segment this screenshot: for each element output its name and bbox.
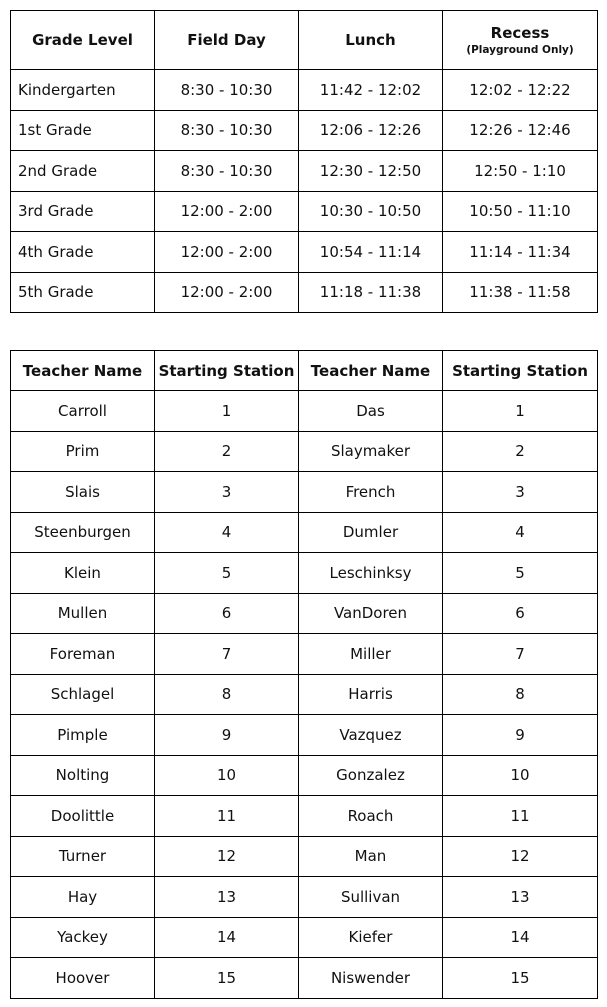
- station-number-cell: 1: [155, 391, 299, 432]
- station-row: [11, 674, 598, 715]
- station-number-cell: 10: [155, 755, 299, 796]
- station-number-cell: 7: [443, 634, 598, 675]
- teacher-name-cell: Leschinksy: [299, 553, 443, 594]
- lunch-cell: 12:06 - 12:26: [299, 110, 443, 151]
- field-day-cell: 8:30 - 10:30: [155, 110, 299, 151]
- recess-cell: 12:50 - 1:10: [443, 151, 598, 192]
- header-teacher-name-left: Teacher Name: [11, 351, 155, 391]
- station-number-cell: 6: [443, 593, 598, 634]
- station-number-cell: 2: [443, 431, 598, 472]
- station-number-cell: 4: [443, 512, 598, 553]
- recess-cell: 12:26 - 12:46: [443, 110, 598, 151]
- station-number-cell: 6: [155, 593, 299, 634]
- teacher-name-cell: Mullen: [11, 593, 155, 634]
- teacher-name-cell: Gonzalez: [299, 755, 443, 796]
- teacher-name-cell: Vazquez: [299, 715, 443, 756]
- grade-cell: 5th Grade: [11, 272, 155, 313]
- lunch-cell: 12:30 - 12:50: [299, 151, 443, 192]
- teacher-name-cell: Niswender: [299, 958, 443, 999]
- station-number-cell: 2: [155, 431, 299, 472]
- teacher-name-cell: Dumler: [299, 512, 443, 553]
- teacher-name-cell: Steenburgen: [11, 512, 155, 553]
- schedule-row: [11, 110, 598, 151]
- teacher-name-cell: Prim: [11, 431, 155, 472]
- teacher-name-cell: Man: [299, 836, 443, 877]
- header-starting-station-left: Starting Station: [155, 351, 299, 391]
- field-day-cell: 12:00 - 2:00: [155, 232, 299, 273]
- station-number-cell: 11: [443, 796, 598, 837]
- schedule-row: [11, 70, 598, 111]
- recess-cell: 12:02 - 12:22: [443, 70, 598, 111]
- recess-cell: 11:38 - 11:58: [443, 272, 598, 313]
- header-recess-note: (Playground Only): [466, 44, 574, 56]
- header-field-day: Field Day: [155, 11, 299, 70]
- field-day-cell: 12:00 - 2:00: [155, 272, 299, 313]
- teacher-name-cell: Harris: [299, 674, 443, 715]
- teacher-name-cell: French: [299, 472, 443, 513]
- station-number-cell: 5: [443, 553, 598, 594]
- station-row: [11, 715, 598, 756]
- grade-cell: 2nd Grade: [11, 151, 155, 192]
- lunch-cell: 11:18 - 11:38: [299, 272, 443, 313]
- station-number-cell: 9: [443, 715, 598, 756]
- station-number-cell: 1: [443, 391, 598, 432]
- teacher-name-cell: Hay: [11, 877, 155, 918]
- teacher-name-cell: Das: [299, 391, 443, 432]
- schedule-table: [10, 10, 598, 313]
- station-row: [11, 958, 598, 999]
- teacher-name-cell: Yackey: [11, 917, 155, 958]
- teacher-name-cell: Pimple: [11, 715, 155, 756]
- station-number-cell: 3: [155, 472, 299, 513]
- station-number-cell: 5: [155, 553, 299, 594]
- station-row: [11, 634, 598, 675]
- station-row: [11, 431, 598, 472]
- station-row: [11, 796, 598, 837]
- schedule-row: [11, 151, 598, 192]
- grade-cell: Kindergarten: [11, 70, 155, 111]
- lunch-cell: 10:54 - 11:14: [299, 232, 443, 273]
- station-row: [11, 512, 598, 553]
- teacher-name-cell: Sullivan: [299, 877, 443, 918]
- field-day-cell: 8:30 - 10:30: [155, 151, 299, 192]
- station-number-cell: 12: [155, 836, 299, 877]
- grade-cell: 1st Grade: [11, 110, 155, 151]
- station-row: [11, 553, 598, 594]
- station-number-cell: 7: [155, 634, 299, 675]
- header-grade-level: Grade Level: [11, 11, 155, 70]
- station-row: [11, 917, 598, 958]
- teacher-name-cell: Hoover: [11, 958, 155, 999]
- teacher-name-cell: Slaymaker: [299, 431, 443, 472]
- teacher-name-cell: Doolittle: [11, 796, 155, 837]
- station-number-cell: 3: [443, 472, 598, 513]
- recess-cell: 11:14 - 11:34: [443, 232, 598, 273]
- station-header-row: [11, 351, 598, 391]
- lunch-cell: 11:42 - 12:02: [299, 70, 443, 111]
- teacher-name-cell: Foreman: [11, 634, 155, 675]
- grade-cell: 4th Grade: [11, 232, 155, 273]
- teacher-name-cell: Klein: [11, 553, 155, 594]
- grade-cell: 3rd Grade: [11, 191, 155, 232]
- recess-cell: 10:50 - 11:10: [443, 191, 598, 232]
- lunch-cell: 10:30 - 10:50: [299, 191, 443, 232]
- station-number-cell: 15: [155, 958, 299, 999]
- teacher-name-cell: Nolting: [11, 755, 155, 796]
- schedule-row: [11, 272, 598, 313]
- station-table: [10, 350, 598, 999]
- teacher-name-cell: Roach: [299, 796, 443, 837]
- station-number-cell: 11: [155, 796, 299, 837]
- station-number-cell: 9: [155, 715, 299, 756]
- station-number-cell: 8: [443, 674, 598, 715]
- teacher-name-cell: Turner: [11, 836, 155, 877]
- teacher-name-cell: Slais: [11, 472, 155, 513]
- schedule-row: [11, 232, 598, 273]
- station-number-cell: 14: [155, 917, 299, 958]
- schedule-row: [11, 191, 598, 232]
- station-number-cell: 13: [443, 877, 598, 918]
- field-day-cell: 12:00 - 2:00: [155, 191, 299, 232]
- header-recess-label: Recess: [490, 24, 550, 42]
- header-recess: [443, 11, 598, 70]
- teacher-name-cell: VanDoren: [299, 593, 443, 634]
- station-row: [11, 472, 598, 513]
- station-row: [11, 391, 598, 432]
- station-number-cell: 4: [155, 512, 299, 553]
- header-lunch: Lunch: [299, 11, 443, 70]
- station-row: [11, 836, 598, 877]
- teacher-name-cell: Miller: [299, 634, 443, 675]
- teacher-name-cell: Kiefer: [299, 917, 443, 958]
- station-number-cell: 14: [443, 917, 598, 958]
- teacher-name-cell: Carroll: [11, 391, 155, 432]
- station-row: [11, 593, 598, 634]
- station-number-cell: 13: [155, 877, 299, 918]
- station-row: [11, 877, 598, 918]
- field-day-cell: 8:30 - 10:30: [155, 70, 299, 111]
- station-number-cell: 8: [155, 674, 299, 715]
- header-teacher-name-right: Teacher Name: [299, 351, 443, 391]
- station-number-cell: 15: [443, 958, 598, 999]
- schedule-header-row: [11, 11, 598, 70]
- header-starting-station-right: Starting Station: [443, 351, 598, 391]
- station-row: [11, 755, 598, 796]
- teacher-name-cell: Schlagel: [11, 674, 155, 715]
- station-number-cell: 10: [443, 755, 598, 796]
- station-number-cell: 12: [443, 836, 598, 877]
